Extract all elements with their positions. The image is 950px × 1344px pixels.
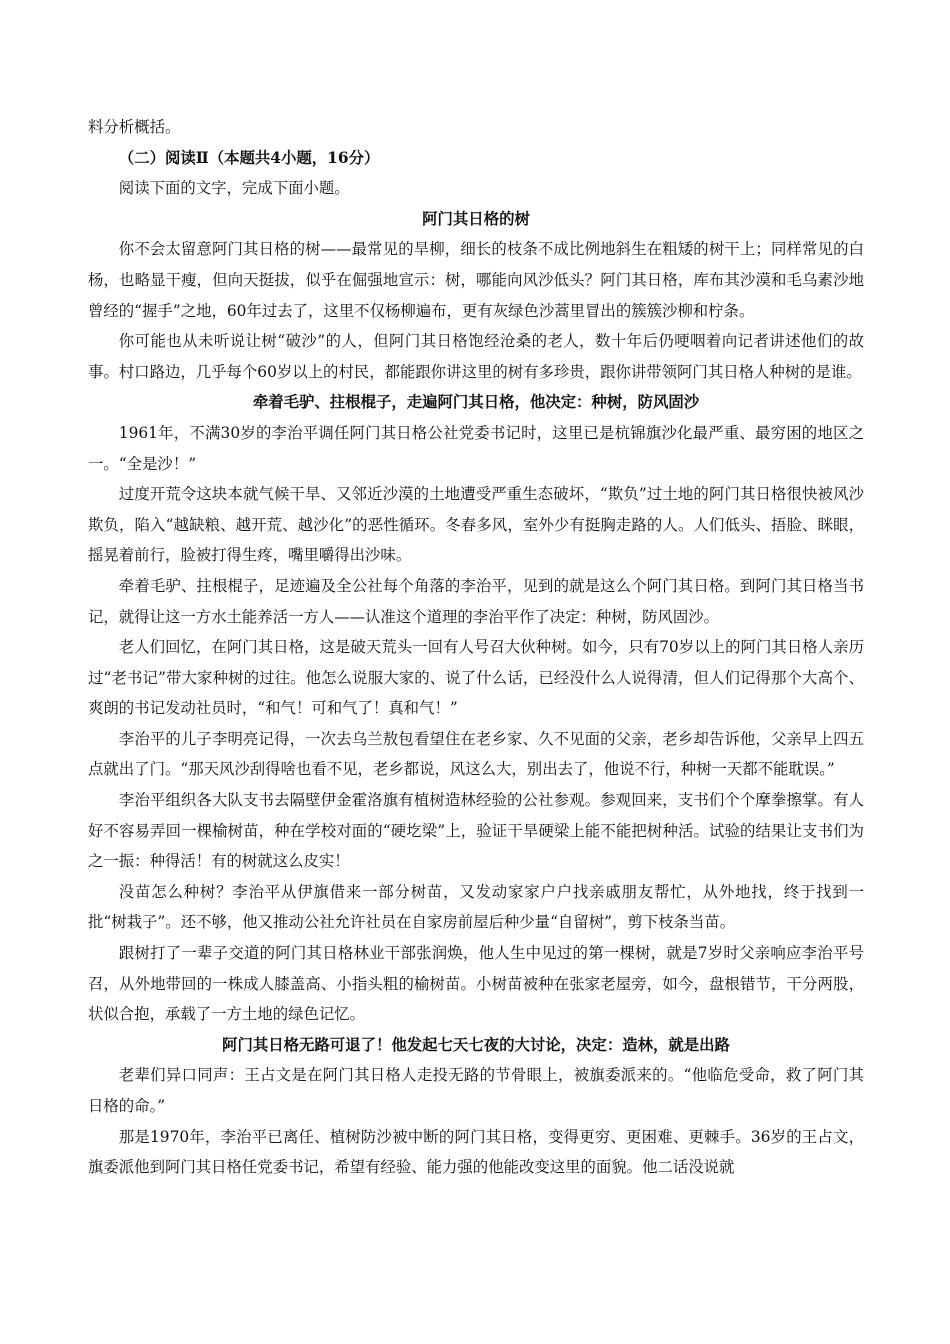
instruction-text: 阅读下面的文字，完成下面小题。	[118, 179, 350, 198]
paragraph: 牵着毛驴、拄根棍子，足迹遍及全公社每个角落的李治平，见到的就是这么个阿门其日格。到阿门其日格当书记，就得让这一方水土能养活一方人——认准这个道理的李治平作了决定：种树，防风固沙。	[88, 576, 864, 626]
paragraph: 老人们回忆，在阿门其日格，这是破天荒头一回有人号召大伙种树。如今，只有70岁以上的阿门其日格人亲历过“老书记”带大家种树的过往。他怎么说服大家的、说了什么话，已经没什么人说得清，但人们记得那个大高个、爽朗的书记发动社员时，“和气！可和气了！真和气！”	[88, 638, 864, 718]
paragraph: 李治平的儿子李明亮记得，一次去乌兰敖包看望住在老乡家、久不见面的父亲，老乡却告诉他，父亲早上四五点就出了门。“那天风沙刮得啥也看不见，老乡都说，风这么大，别出去了，他说不行，种树一天都不能耽误。”	[88, 729, 864, 779]
paragraph: 老辈们异口同声：王占文是在阿门其日格人走投无路的节骨眼上，被旗委派来的。“他临危受命，救了阿门其日格的命。”	[88, 1066, 864, 1115]
paragraph: 你不会太留意阿门其日格的树——最常见的旱柳，细长的枝条不成比例地斜生在粗矮的树干上；同样常见的白杨，也略显干瘦，但向天挺拔，似乎在倔强地宣示：树，哪能向风沙低头？阿门其日格，库布其沙漠和毛乌素沙地曾经的“握手”之地，60年过去了，这里不仅杨柳遍布，更有灰绿色沙蒿里冒出的簇簇沙柳和柠条。	[88, 240, 864, 320]
paragraph: 过度开荒令这块本就气候干旱、又邻近沙漠的土地遭受严重生态破坏，“欺负”过土地的阿门其日格很快被风沙欺负，陷入“越缺粮、越开荒、越沙化”的恶性循环。冬春多风，室外少有挺胸走路的人。人们低头、捂脸、眯眼，摇晃着前行，脸被打得生疼，嘴里嚼得出沙味。	[88, 485, 864, 565]
paragraph: 你可能也从未听说让树“破沙”的人，但阿门其日格饱经沧桑的老人，数十年后仍哽咽着向记者讲述他们的故事。村口路边，几乎每个60岁以上的村民，都能跟你讲这里的树有多珍贵，跟你讲带领阿门其日格人种树的是谁。	[88, 332, 864, 381]
paragraph: 没苗怎么种树？李治平从伊旗借来一部分树苗，又发动家家户户找亲戚朋友帮忙，从外地找，终于找到一批“树栽子”。还不够，他又推动公社允许社员在自家房前屋后种少量“自留树”，剪下枝条当苗。	[88, 882, 864, 932]
subtitle: 牵着毛驴、拄根棍子，走遍阿门其日格，他决定：种树，防风固沙	[252, 393, 700, 412]
continuation-text: 料分析概括。	[88, 118, 181, 136]
subtitle: 阿门其日格无路可退了！他发起七天七夜的大讨论，决定：造林，就是出路	[222, 1035, 730, 1054]
paragraph: 那是1970年，李治平已离任、植树防沙被中断的阿门其日格，变得更穷、更困难、更棘手。36岁的王占文，旗委派他到阿门其日格任党委书记，希望有经验、能力强的他能改变这里的面貌。他二话没说就	[88, 1127, 864, 1177]
document-page	[88, 112, 864, 1183]
paragraph: 跟树打了一辈子交道的阿门其日格林业干部张润焕，他人生中见过的第一棵树，就是7岁时父亲响应李治平号召，从外地带回的一株成人膝盖高、小指头粗的榆树苗。小树苗被种在张家老屋旁，如今，盘根错节，干分两股，状似合抱，承载了一方土地的绿色记忆。	[88, 944, 864, 1024]
paragraph: 李治平组织各大队支书去隔壁伊金霍洛旗有植树造林经验的公社参观。参观回来，支书们个个摩拳擦掌。有人好不容易弄回一棵榆树苗，种在学校对面的“硬圪梁”上，验证干旱硬梁上能不能把树种活。试验的结果让支书们为之一振：种得活！有的树就这么皮实！	[88, 791, 864, 871]
paragraph: 1961年，不满30岁的李治平调任阿门其日格公社党委书记时，这里已是杭锦旗沙化最严重、最穷困的地区之一。“全是沙！”	[88, 423, 864, 473]
article-title: 阿门其日格的树	[422, 209, 530, 228]
section-heading: （二）阅读Ⅱ（本题共4小题，16分）	[118, 148, 380, 167]
